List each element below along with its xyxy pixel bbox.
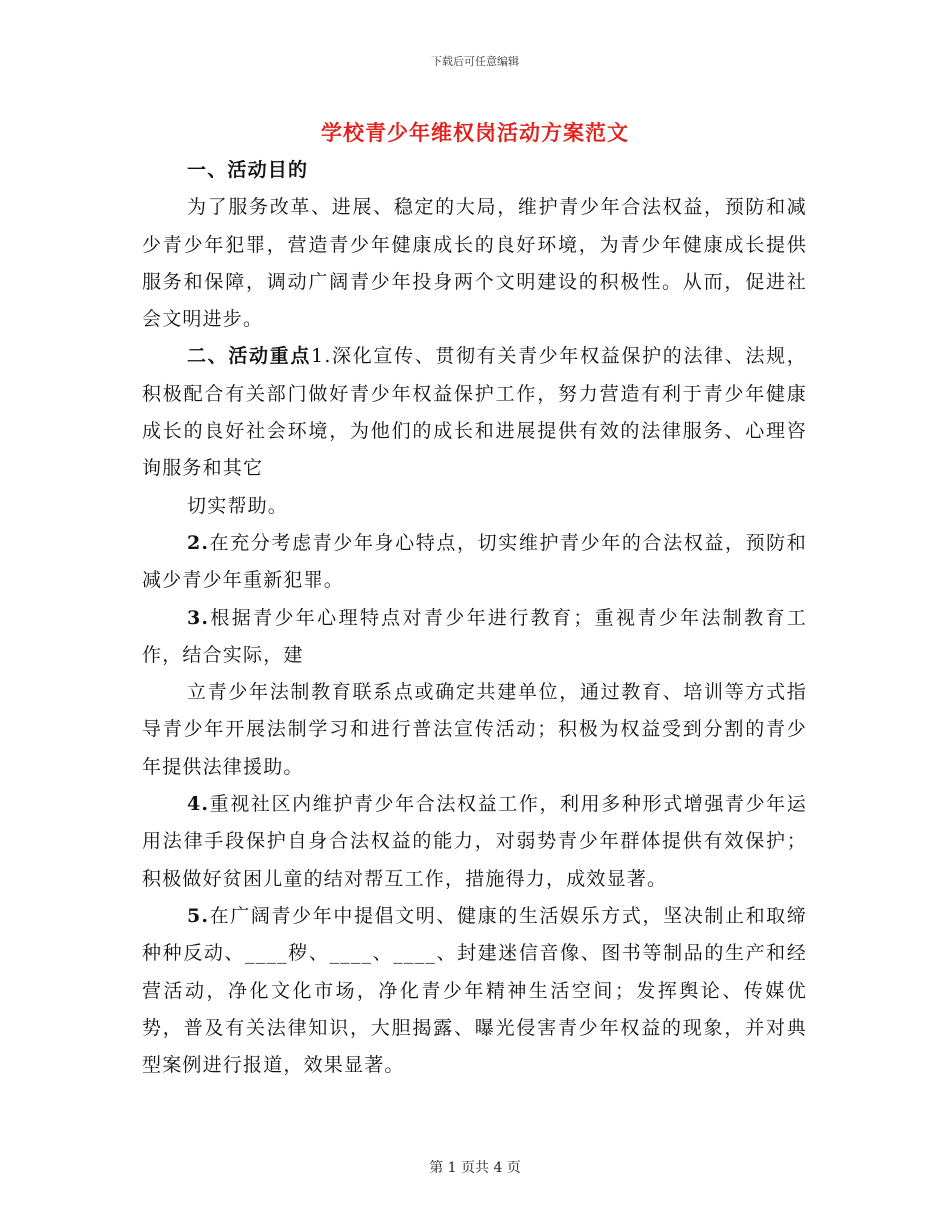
item-text-3: 根据青少年心理特点对青少年进行教育；重视青少年法制教育工作，结合实际，建 [142, 606, 807, 666]
paragraph-item-1-continued: 切实帮助。 [187, 494, 289, 517]
document-body [142, 152, 807, 1084]
item-number-1: 1. [311, 345, 332, 368]
document-title: 学校青少年维权岗活动方案范文 [321, 120, 629, 145]
paragraph-purpose: 为了服务改革、进展、稳定的大局，维护青少年合法权益，预防和减少青少年犯罪，营造青少年健康成长的良好环境，为青少年健康成长提供服务和保障，调动广阔青少年投身两个文明建设的积极性。从而，促进社会文明进步。 [142, 196, 807, 331]
paragraph-item-4 [142, 786, 807, 898]
page-number: 第 1 页共 4 页 [429, 1160, 521, 1176]
item-number-5: 5. [187, 904, 210, 927]
section-heading-purpose: 一、活动目的 [187, 159, 309, 181]
item-text-2: 在充分考虑青少年身心特点，切实维护青少年的合法权益，预防和减少青少年重新犯罪。 [142, 531, 807, 592]
item-text-5: 在广阔青少年中提倡文明、健康的生活娱乐方式，坚决制止和取缔种种反动、____秽、____、____、封建迷信音像、图书等制品的生产和经营活动，净化文化市场，净化青少年精神生活空间；发挥舆论、传媒优势，普及有关法律知识，大胆揭露、曝光侵害青少年权益的现象，并对典型案例进行报道，效果显著。 [142, 904, 807, 1077]
paragraph-item-3 [142, 600, 807, 675]
paragraph-item-5 [142, 898, 807, 1084]
item-number-4: 4. [187, 793, 210, 816]
header-note: 下载后可任意编辑 [431, 55, 519, 68]
item-number-2: 2. [187, 531, 210, 554]
paragraph-item-2 [142, 525, 807, 600]
item-number-3: 3. [187, 606, 210, 629]
item-text-4: 重视社区内维护青少年合法权益工作，利用多种形式增强青少年运用法律手段保护自身合法权益的能力，对弱势青少年群体提供有效保护；积极做好贫困儿童的结对帮互工作，措施得力，成效显著。 [142, 793, 807, 890]
paragraph-item-1 [142, 338, 807, 487]
item-text-1: 深化宣传、贯彻有关青少年权益保护的法律、法规，积极配合有关部门做好青少年权益保护工作，努力营造有利于青少年健康成长的良好社会环境，为他们的成长和进展提供有效的法律服务、心理咨询服务和其它 [142, 345, 807, 480]
section-heading-focus: 二、活动重点 [187, 345, 312, 368]
paragraph-item-3-continued: 立青少年法制教育联系点或确定共建单位，通过教育、培训等方式指导青少年开展法制学习和进行普法宣传活动；积极为权益受到分割的青少年提供法律援助。 [142, 681, 807, 778]
